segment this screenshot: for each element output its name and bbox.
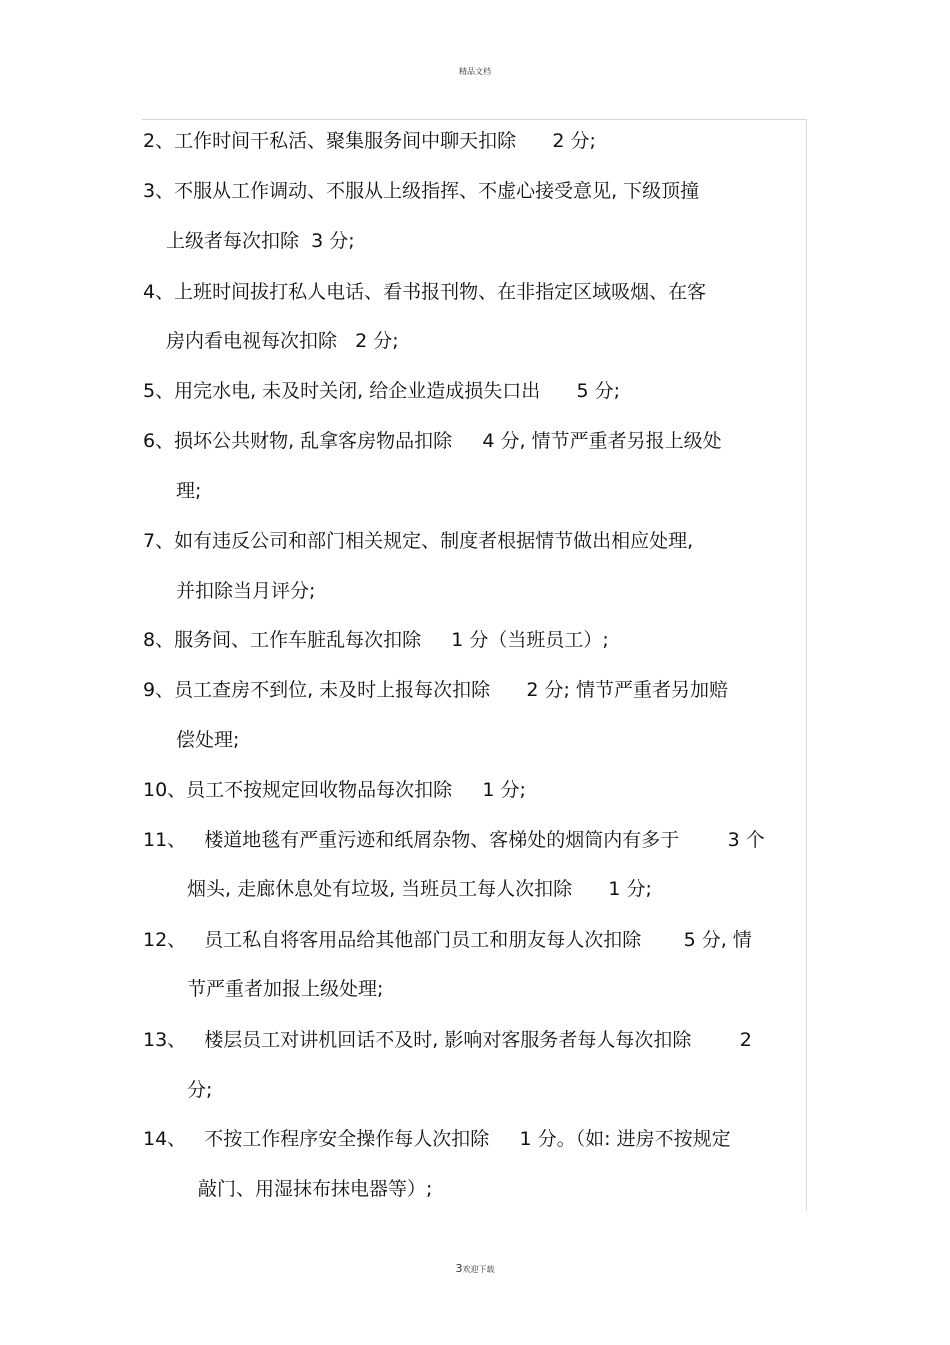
rule-item-14: 14、 不按工作程序安全操作每人次扣除 1 分。（如: 进房不按规定 [143, 1128, 731, 1150]
rule-item-7: 7、如有违反公司和部门相关规定、制度者根据情节做出相应处理, [143, 530, 694, 552]
rule-item-4-continuation: 房内看电视每次扣除 2 分; [166, 330, 399, 352]
page-footer [0, 1262, 950, 1275]
page-header: 精品文档 [459, 67, 491, 76]
rule-item-14-continuation: 敲门、用湿抹布抹电器等）; [198, 1178, 433, 1200]
rule-item-3: 3、不服从工作调动、不服从上级指挥、不虚心接受意见, 下级顶撞 [143, 180, 700, 202]
rule-item-10: 10、员工不按规定回收物品每次扣除 1 分; [143, 779, 526, 801]
footer-text: 欢迎下载 [462, 1265, 495, 1274]
rule-item-12-continuation: 节严重者加报上级处理; [187, 978, 384, 1000]
rule-item-7-continuation: 并扣除当月评分; [176, 580, 316, 602]
rule-item-11: 11、 楼道地毯有严重污迹和纸屑杂物、客梯处的烟筒内有多于 3 个 [143, 829, 765, 851]
rule-item-12: 12、 员工私自将客用品给其他部门员工和朋友每人次扣除 5 分, 情 [143, 929, 752, 951]
rule-item-9-continuation: 偿处理; [176, 729, 240, 751]
page-number: 3 [455, 1262, 463, 1275]
rule-item-9: 9、员工查房不到位, 未及时上报每次扣除 2 分; 情节严重者另加赔 [143, 679, 728, 701]
rule-item-13: 13、 楼层员工对讲机回话不及时, 影响对客服务者每人每次扣除 2 [143, 1029, 752, 1051]
rule-item-13-continuation: 分; [187, 1079, 213, 1101]
frame-top-border [142, 119, 807, 120]
rule-item-5: 5、用完水电, 未及时关闭, 给企业造成损失口出 5 分; [143, 380, 621, 402]
rule-item-6-continuation: 理; [176, 480, 202, 502]
frame-right-border [806, 119, 807, 1211]
rule-item-11-continuation: 烟头, 走廊休息处有垃圾, 当班员工每人次扣除 1 分; [187, 878, 652, 900]
rule-item-6: 6、损坏公共财物, 乱拿客房物品扣除 4 分, 情节严重者另报上级处 [143, 430, 722, 452]
rule-item-8: 8、服务间、工作车脏乱每次扣除 1 分（当班员工）; [143, 629, 609, 651]
rule-item-2: 2、工作时间干私活、聚集服务间中聊天扣除 2 分; [143, 130, 596, 152]
rule-item-3-continuation: 上级者每次扣除 3 分; [166, 230, 355, 252]
rule-item-4: 4、上班时间拔打私人电话、看书报刊物、在非指定区域吸烟、在客 [143, 281, 707, 303]
